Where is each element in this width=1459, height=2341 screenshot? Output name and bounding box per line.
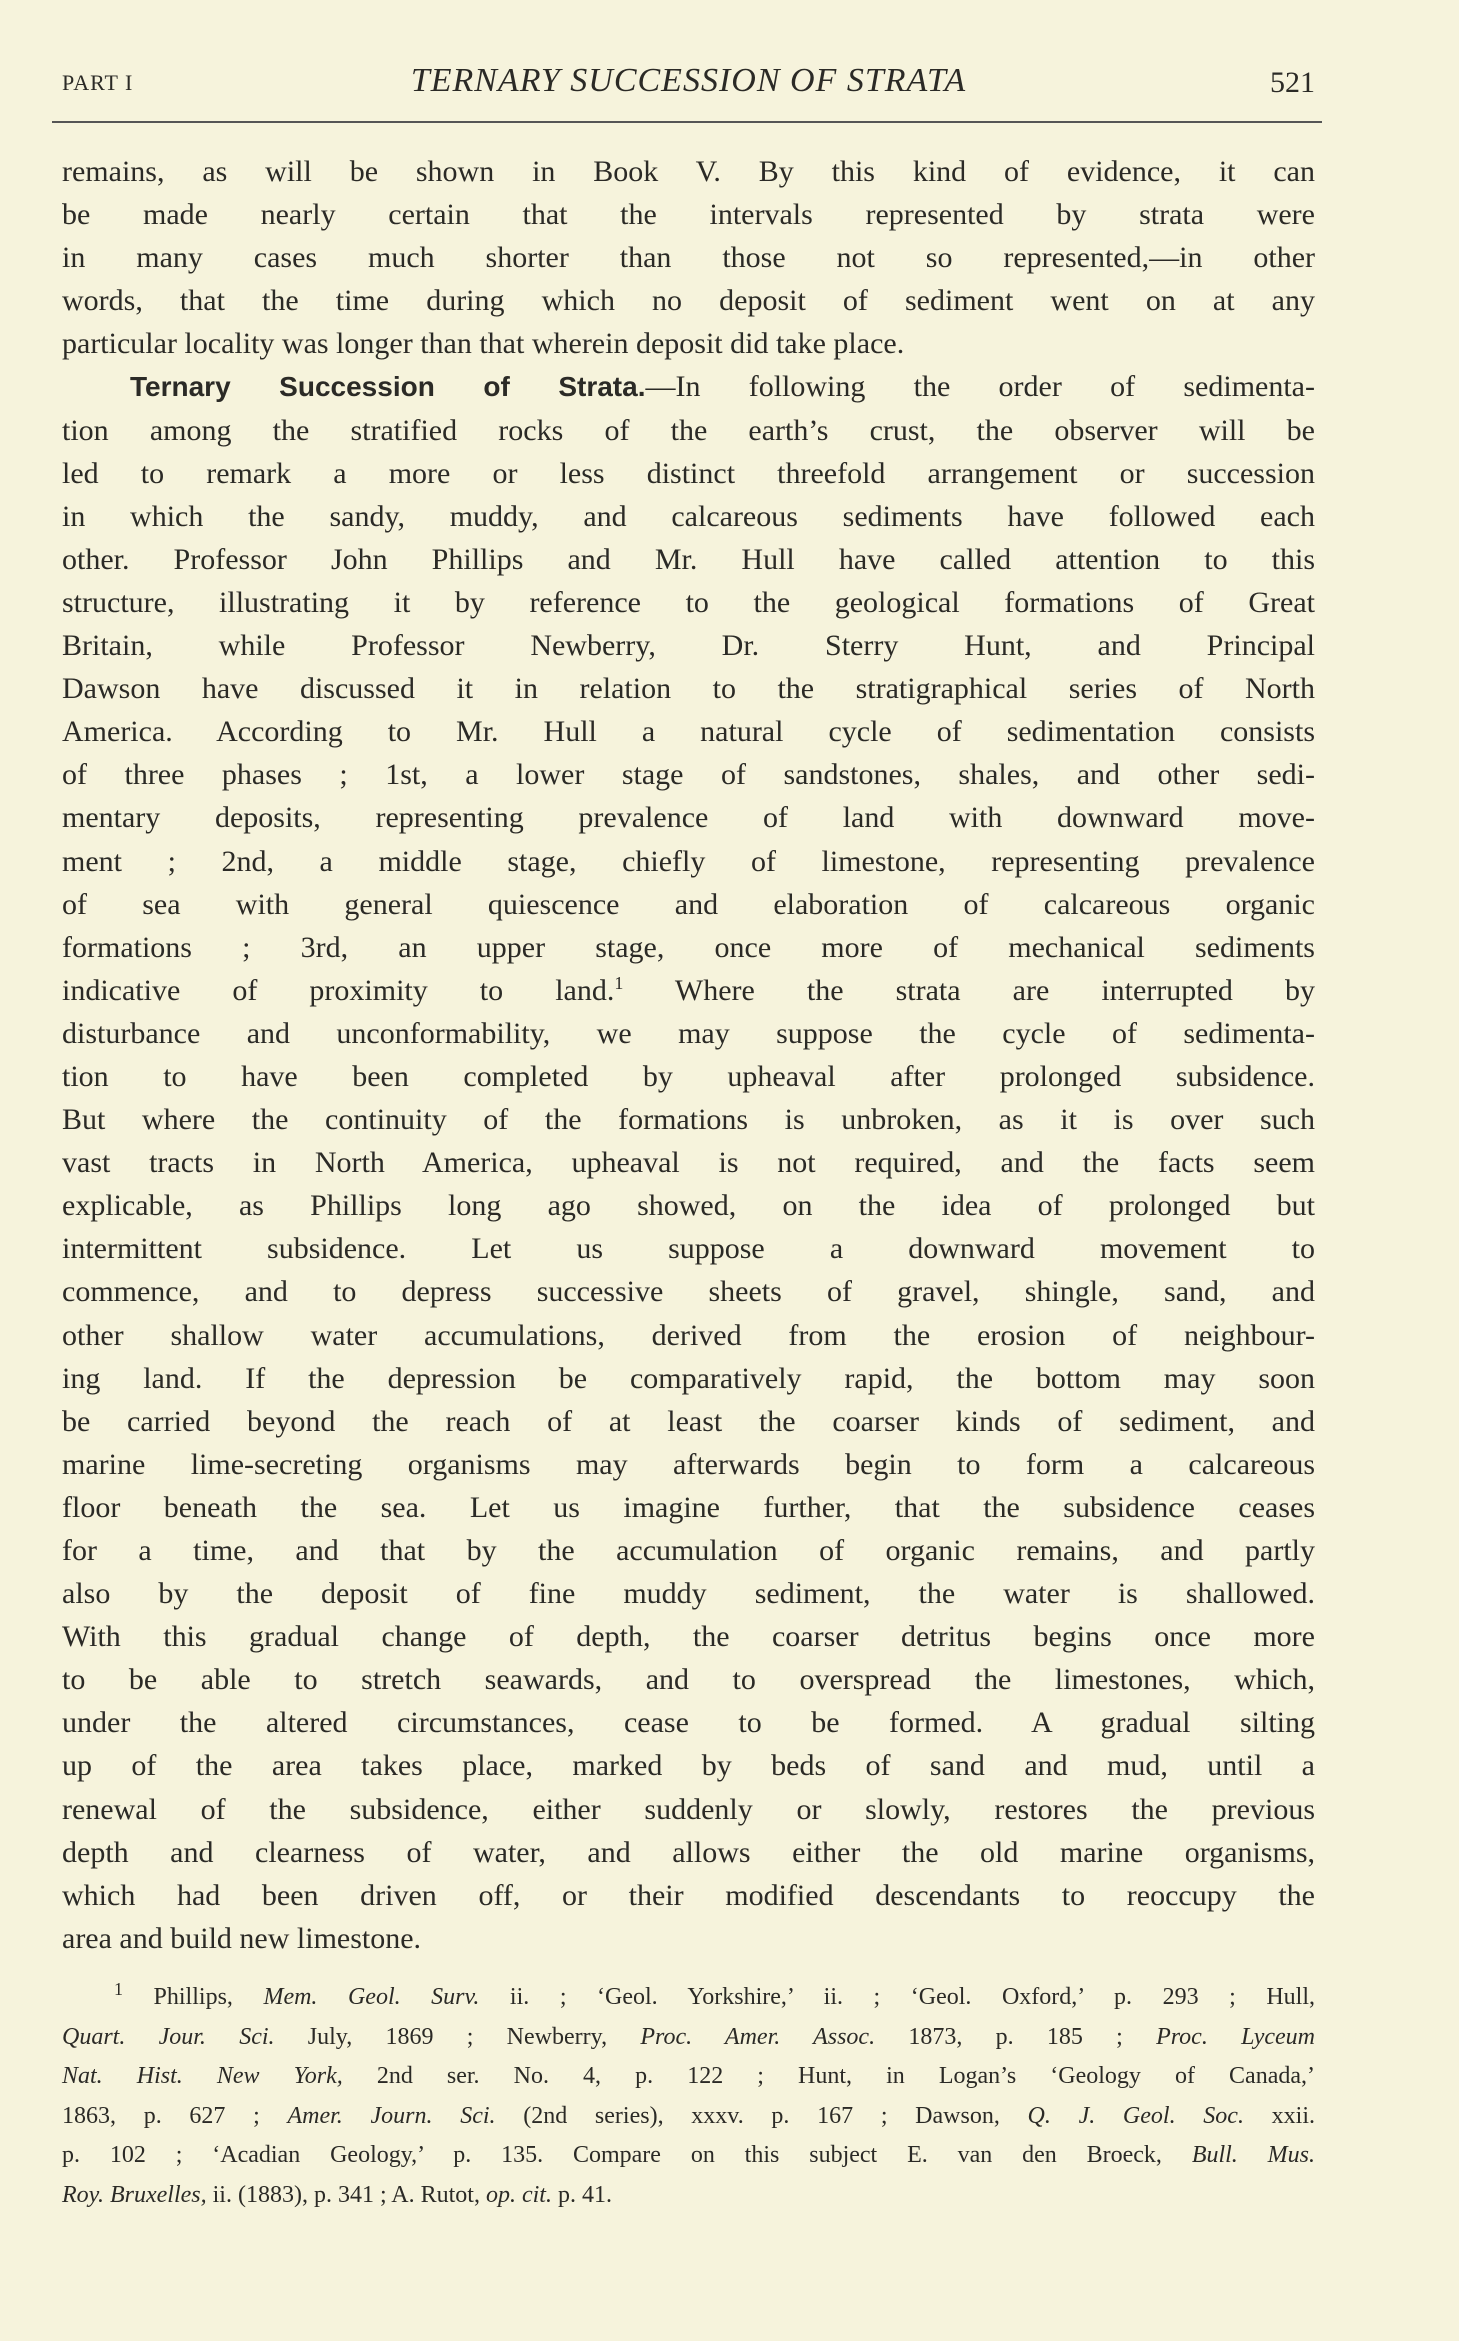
text-segment: p. 41.: [551, 2181, 612, 2208]
text-segment: be made nearly certain that the intervals represented by strata were: [62, 198, 1315, 232]
text-segment: depth and clearness of water, and allows either the old marine organisms,: [62, 1835, 1315, 1869]
text-segment: disturbance and unconformability, we may suppose the cycle of sedimenta-: [62, 1016, 1315, 1050]
text-segment: 1863, p. 627 ;: [62, 2102, 288, 2129]
text-line: [62, 1357, 1315, 1400]
footnote-marker: 1: [614, 972, 624, 993]
text-line: [62, 624, 1315, 667]
footnote-line: [62, 2176, 1315, 2216]
text-segment: tion to have been completed by upheaval after prolonged subsidence.: [62, 1059, 1315, 1093]
text-segment: area and build new limestone.: [62, 1921, 422, 1955]
text-line: [62, 538, 1315, 581]
text-segment: floor beneath the sea. Let us imagine further, that the subsidence ceases: [62, 1490, 1315, 1524]
body-text: [62, 150, 1315, 1960]
footnote-line: [62, 2057, 1315, 2097]
text-segment: (2nd series), xxxv. p. 167 ; Dawson,: [495, 2102, 1028, 2129]
text-segment: marine lime-secreting organisms may afterwards begin to form a calcareous: [62, 1447, 1315, 1481]
footnotes: [62, 1978, 1315, 2216]
text-line: [62, 150, 1315, 193]
text-segment: other shallow water accumulations, derived from the erosion of neighbour-: [62, 1318, 1315, 1352]
text-segment: America. According to Mr. Hull a natural cycle of sedimentation consists: [62, 715, 1315, 749]
text-segment: remains, as will be shown in Book V. By this kind of evidence, it can: [62, 155, 1315, 188]
text-line: [62, 581, 1315, 624]
text-line: [62, 322, 1315, 365]
text-segment: —In following the order of sedimenta-: [645, 370, 1315, 404]
text-line: [62, 1314, 1315, 1357]
text-segment: Bull. Mus.: [1191, 2142, 1316, 2169]
text-line: [62, 667, 1315, 710]
text-line: [62, 926, 1315, 969]
text-segment: of three phases ; 1st, a lower stage of sandstones, shales, and other sedi-: [62, 758, 1315, 792]
text-line: [62, 495, 1315, 538]
text-segment: to be able to stretch seawards, and to overspread the limestones, which,: [62, 1663, 1315, 1697]
running-header: [62, 62, 1315, 106]
header-rule: [52, 121, 1322, 123]
text-segment: commence, and to depress successive sheets of gravel, shingle, sand, and: [62, 1275, 1315, 1309]
text-segment: indicative of proximity to land.: [62, 973, 615, 1007]
text-line: [62, 1400, 1315, 1443]
footnote-marker: 1: [114, 1979, 123, 1999]
text-segment: Britain, while Professor Newberry, Dr. Sterry Hunt, and Principal: [62, 629, 1315, 663]
text-segment: tion among the stratified rocks of the earth’s crust, the observer will be: [62, 413, 1315, 447]
text-line: [62, 969, 1315, 1012]
text-line: [62, 1572, 1315, 1615]
footnote-line: [62, 2018, 1315, 2058]
text-segment: ii. ; ‘Geol. Yorkshire,’ ii. ; ‘Geol. Oxford,’ p. 293 ; Hull,: [479, 1984, 1315, 2010]
text-segment: Proc. Lyceum: [1156, 2023, 1316, 2050]
text-segment: mentary deposits, representing prevalence of land with downward move-: [62, 801, 1315, 835]
text-segment: explicable, as Phillips long ago showed, on the idea of prolonged but: [62, 1189, 1315, 1223]
text-line: [62, 1184, 1315, 1227]
text-line: [62, 1788, 1315, 1831]
text-line: [62, 710, 1315, 753]
text-segment: led to remark a more or less distinct threefold arrangement or succession: [62, 456, 1315, 490]
text-segment: in which the sandy, muddy, and calcareous sediments have followed each: [62, 499, 1315, 533]
text-line: [62, 365, 1315, 408]
text-segment: Amer. Journ. Sci.: [287, 2102, 496, 2129]
text-segment: Dawson have discussed it in relation to the stratigraphical series of North: [62, 672, 1315, 706]
text-segment: under the altered circumstances, cease to be formed. A gradual silting: [62, 1706, 1315, 1740]
text-segment: ment ; 2nd, a middle stage, chiefly of limestone, representing prevalence: [62, 844, 1315, 878]
text-line: [62, 883, 1315, 926]
text-line: [62, 1831, 1315, 1874]
text-line: [62, 1529, 1315, 1572]
text-line: [62, 1701, 1315, 1744]
text-segment: words, that the time during which no deposit of sediment went on at any: [62, 284, 1315, 318]
text-segment: With this gradual change of depth, the coarser detritus begins once more: [62, 1620, 1315, 1654]
text-line: [62, 1917, 1315, 1960]
footnote-line: [62, 2097, 1315, 2137]
text-line: [62, 1486, 1315, 1529]
text-line: [62, 236, 1315, 279]
footnote-line: [62, 1978, 1315, 2018]
text-segment: intermittent subsidence. Let us suppose a downward movement to: [62, 1232, 1315, 1266]
text-line: [62, 409, 1315, 452]
text-segment: for a time, and that by the accumulation of organic remains, and partly: [62, 1534, 1315, 1567]
text-line: [62, 840, 1315, 883]
text-segment: in many cases much shorter than those not so represented,—in other: [62, 241, 1315, 275]
text-segment: structure, illustrating it by reference to the geological formations of Great: [62, 585, 1315, 619]
text-segment: Nat. Hist. New York,: [62, 2063, 343, 2090]
text-segment: July, 1869 ; Newberry,: [274, 2023, 641, 2050]
text-line: [62, 796, 1315, 839]
text-line: [62, 1055, 1315, 1098]
text-segment: 2nd ser. No. 4, p. 122 ; Hunt, in Logan’s ‘Geology of Canada,’: [342, 2063, 1315, 2090]
text-segment: 1873, p. 185 ;: [875, 2023, 1157, 2050]
text-line: [62, 1098, 1315, 1141]
text-segment: Q. J. Geol. Soc.: [1027, 2102, 1244, 2129]
running-title: TERNARY SUCCESSION OF STRATA: [410, 62, 967, 99]
text-segment: renewal of the subsidence, either suddenly or slowly, restores the previous: [62, 1792, 1315, 1826]
text-segment: Mem. Geol. Surv.: [263, 1984, 480, 2010]
text-line: [62, 279, 1315, 322]
text-segment: also by the deposit of fine muddy sediment, the water is shallowed.: [62, 1577, 1315, 1611]
text-line: [62, 1874, 1315, 1917]
page-number: 521: [1270, 66, 1315, 99]
text-segment: formations ; 3rd, an upper stage, once more of mechanical sediments: [62, 930, 1315, 964]
text-segment: vast tracts in North America, upheaval is not required, and the facts seem: [62, 1146, 1315, 1180]
text-segment: Where the strata are interrupted by: [623, 973, 1316, 1007]
text-segment: Roy. Bruxelles,: [62, 2181, 207, 2208]
text-segment: which had been driven off, or their modified descendants to reoccupy the: [62, 1878, 1315, 1912]
text-segment: other. Professor John Phillips and Mr. Hull have called attention to this: [62, 542, 1315, 576]
part-label: PART I: [62, 70, 134, 95]
text-segment: xxii.: [1243, 2102, 1315, 2129]
text-segment: up of the area takes place, marked by beds of sand and mud, until a: [62, 1749, 1315, 1783]
text-segment: p. 102 ; ‘Acadian Geology,’ p. 135. Compare on this subject E. van den Broeck,: [62, 2142, 1192, 2169]
text-line: [62, 452, 1315, 495]
text-segment: Phillips,: [123, 1984, 264, 2010]
text-segment: particular locality was longer than that wherein deposit did take place.: [62, 327, 905, 361]
text-line: [62, 1227, 1315, 1270]
text-segment: Quart. Jour. Sci.: [62, 2023, 275, 2050]
text-segment: be carried beyond the reach of at least the coarser kinds of sediment, and: [62, 1404, 1315, 1438]
text-line: [62, 1443, 1315, 1486]
footnote-line: [62, 2136, 1315, 2176]
text-segment: of sea with general quiescence and elaboration of calcareous organic: [62, 887, 1315, 921]
text-line: [62, 1658, 1315, 1701]
text-segment: ing land. If the depression be comparatively rapid, the bottom may soon: [62, 1361, 1315, 1395]
text-line: [62, 1615, 1315, 1658]
text-segment: But where the continuity of the formations is unbroken, as it is over such: [62, 1103, 1315, 1137]
text-line: [62, 1270, 1315, 1313]
text-line: [62, 193, 1315, 236]
text-line: [62, 1744, 1315, 1787]
text-line: [62, 1141, 1315, 1184]
text-line: [62, 1012, 1315, 1055]
text-segment: ii. (1883), p. 341 ; A. Rutot,: [206, 2181, 486, 2208]
text-segment: op. cit.: [485, 2181, 552, 2208]
section-heading: Ternary Succession of Strata.: [130, 371, 646, 403]
text-line: [62, 753, 1315, 796]
text-segment: Proc. Amer. Assoc.: [640, 2023, 876, 2050]
